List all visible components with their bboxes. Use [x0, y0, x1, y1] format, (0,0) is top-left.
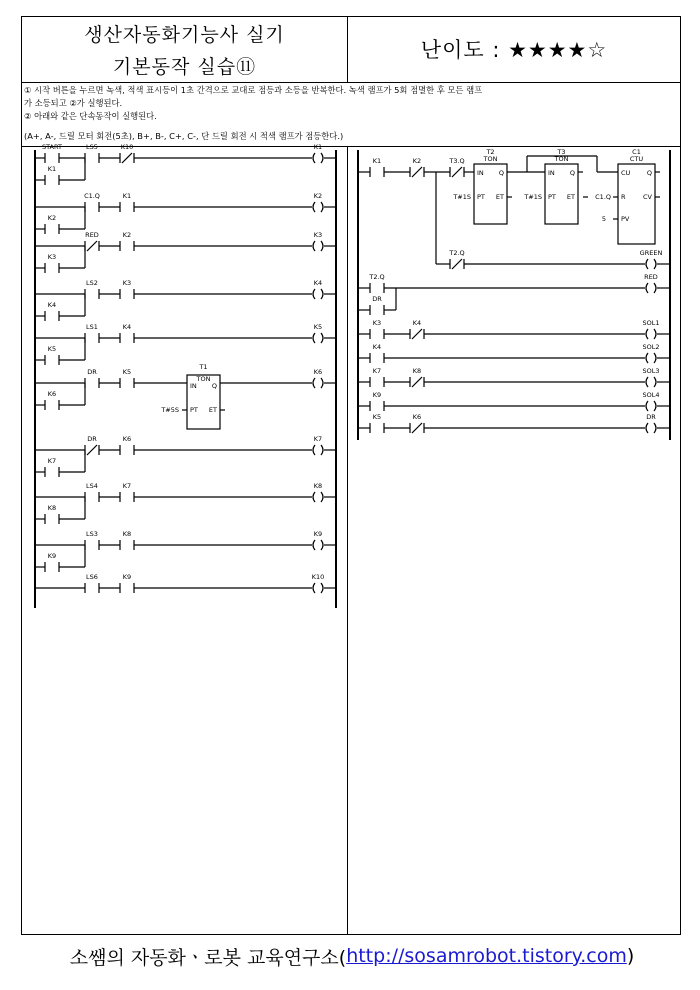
coil-label: K9: [313, 530, 323, 538]
coil-symbol: [313, 289, 315, 299]
contact-label: K1: [47, 165, 57, 173]
coil-symbol: [646, 259, 648, 269]
coil-symbol: [654, 423, 656, 433]
contact-label: K3: [47, 253, 57, 261]
contact-label: K8: [122, 530, 132, 538]
coil-symbol: [313, 492, 315, 502]
counter-pin: Q: [646, 169, 652, 177]
coil-label: GREEN: [639, 249, 663, 257]
contact-label: LS6: [86, 573, 98, 581]
timer-pin: ET: [208, 406, 217, 414]
contact-label: T2.Q: [449, 249, 465, 257]
contact-label: K7: [47, 457, 57, 465]
contact-slash: [452, 167, 462, 177]
coil-label: SOL4: [642, 391, 660, 399]
coil-symbol: [321, 333, 323, 343]
footer-link[interactable]: http://sosamrobot.tistory.com: [346, 945, 627, 967]
counter-preset: 5: [601, 215, 606, 223]
coil-label: K8: [313, 482, 323, 490]
timer-pin: Q: [569, 169, 575, 177]
coil-symbol: [654, 329, 656, 339]
coil-label: K6: [313, 368, 323, 376]
contact-label: LS5: [86, 143, 98, 151]
coil-symbol: [646, 283, 648, 293]
coil-label: SOL3: [642, 367, 660, 375]
difficulty-rating: 난이도 : ★★★★☆: [420, 38, 608, 62]
timer-pin: PT: [477, 193, 485, 201]
contact-label: K4: [47, 301, 57, 309]
contact-label: K6: [122, 435, 132, 443]
timer-preset: T#5S: [161, 406, 179, 414]
contact-label: LS3: [86, 530, 98, 538]
contact-slash: [87, 241, 97, 251]
contact-label: K2: [122, 231, 132, 239]
timer-type: TON: [554, 155, 569, 163]
contact-slash: [412, 377, 422, 387]
coil-symbol: [654, 353, 656, 363]
coil-symbol: [646, 353, 648, 363]
coil-symbol: [313, 153, 315, 163]
timer-type: TON: [196, 375, 211, 383]
contact-label: DR: [372, 295, 382, 303]
coil-symbol: [321, 540, 323, 550]
coil-label: K4: [313, 279, 323, 287]
coil-symbol: [321, 289, 323, 299]
contact-label: RED: [85, 231, 99, 239]
description-line-1: ① 시작 버튼을 누르면 녹색, 적색 표시등이 1초 간격으로 교대로 점등과 소등을 반복한다. 녹색 램프가 5회 점멸한 후 모든 램프: [24, 85, 483, 95]
coil-symbol: [654, 259, 656, 269]
footer-close: ): [626, 945, 635, 967]
contact-label: K6: [412, 413, 422, 421]
coil-symbol: [313, 445, 315, 455]
contact-label: K2: [412, 157, 422, 165]
worksheet-subtitle: 기본동작 실습⑪: [112, 56, 257, 78]
counter-pin: PV: [621, 215, 630, 223]
contact-label: K9: [122, 573, 132, 581]
contact-slash: [87, 445, 97, 455]
coil-symbol: [321, 445, 323, 455]
contact-label: START: [41, 143, 63, 151]
contact-label: K6: [47, 390, 57, 398]
coil-symbol: [321, 583, 323, 593]
contact-label: K9: [372, 391, 382, 399]
contact-slash: [412, 329, 422, 339]
timer-pin: PT: [548, 193, 556, 201]
timer-name: T2: [486, 148, 495, 156]
timer-pin: ET: [566, 193, 575, 201]
coil-symbol: [654, 401, 656, 411]
coil-label: K3: [313, 231, 323, 239]
coil-symbol: [313, 540, 315, 550]
contact-slash: [452, 259, 462, 269]
contact-label: LS2: [86, 279, 98, 287]
contact-label: K10: [120, 143, 134, 151]
coil-label: K5: [313, 323, 323, 331]
coil-symbol: [646, 401, 648, 411]
contact-label: LS1: [86, 323, 98, 331]
contact-label: DR: [87, 368, 97, 376]
timer-pin: IN: [548, 169, 555, 177]
contact-label: K1: [372, 157, 382, 165]
counter-type: CTU: [629, 155, 644, 163]
contact-label: K3: [122, 279, 132, 287]
coil-label: SOL1: [642, 319, 660, 327]
coil-symbol: [321, 202, 323, 212]
coil-symbol: [313, 583, 315, 593]
contact-label: K7: [122, 482, 132, 490]
contact-label: K8: [412, 367, 422, 375]
contact-slash: [122, 153, 132, 163]
contact-label: K2: [47, 214, 57, 222]
description-line-2: 가 소등되고 ②가 실행된다.: [24, 98, 123, 108]
contact-label: K9: [47, 552, 57, 560]
coil-symbol: [313, 241, 315, 251]
worksheet-title: 생산자동화기능사 실기: [84, 24, 285, 46]
contact-slash: [412, 167, 422, 177]
coil-label: DR: [646, 413, 656, 421]
contact-label: K4: [372, 343, 382, 351]
contact-label: T3.Q: [449, 157, 465, 165]
coil-symbol: [313, 333, 315, 343]
counter-pin: CU: [621, 169, 631, 177]
coil-label: K7: [313, 435, 323, 443]
timer-preset: T#1S: [453, 193, 471, 201]
coil-label: SOL2: [642, 343, 660, 351]
coil-symbol: [321, 241, 323, 251]
contact-label: K4: [412, 319, 422, 327]
contact-label: DR: [87, 435, 97, 443]
contact-slash: [412, 423, 422, 433]
coil-label: K1: [313, 143, 323, 151]
contact-label: K1: [122, 192, 132, 200]
counter-pin: R: [621, 193, 626, 201]
contact-label: K4: [122, 323, 132, 331]
counter-reset: C1.Q: [595, 193, 611, 201]
timer-pin: PT: [190, 406, 198, 414]
timer-name: T1: [199, 363, 208, 371]
coil-symbol: [646, 329, 648, 339]
contact-label: K5: [47, 345, 57, 353]
contact-label: K8: [47, 504, 57, 512]
coil-label: K2: [313, 192, 323, 200]
timer-pin: IN: [477, 169, 484, 177]
coil-symbol: [646, 377, 648, 387]
coil-symbol: [313, 202, 315, 212]
contact-label: C1.Q: [84, 192, 100, 200]
coil-symbol: [654, 377, 656, 387]
coil-symbol: [654, 283, 656, 293]
counter-pin: CV: [643, 193, 652, 201]
timer-pin: Q: [498, 169, 504, 177]
counter-name: C1: [632, 148, 641, 156]
coil-label: RED: [644, 273, 658, 281]
timer-name: T3: [557, 148, 566, 156]
timer-pin: ET: [495, 193, 504, 201]
timer-type: TON: [483, 155, 498, 163]
description-line-3: ② 아래와 같은 단속동작이 실행된다.: [24, 111, 157, 121]
description-line-4: (A+, A-, 드릴 모터 회전(5초), B+, B-, C+, C-, 단 드릴 회전 시 적색 램프가 점등한다.): [24, 131, 344, 141]
timer-pin: Q: [211, 382, 217, 390]
coil-symbol: [646, 423, 648, 433]
timer-pin: IN: [190, 382, 197, 390]
coil-symbol: [321, 378, 323, 388]
footer: [22, 938, 682, 974]
contact-label: LS4: [86, 482, 98, 490]
contact-label: K5: [122, 368, 132, 376]
contact-label: T2.Q: [369, 273, 385, 281]
contact-label: K7: [372, 367, 382, 375]
contact-label: K5: [372, 413, 382, 421]
footer-text: 소쌤의 자동화ㆍ로봇 교육연구소(: [69, 946, 347, 969]
coil-symbol: [313, 378, 315, 388]
coil-symbol: [321, 153, 323, 163]
contact-label: K3: [372, 319, 382, 327]
coil-label: K10: [311, 573, 325, 581]
timer-preset: T#1S: [524, 193, 542, 201]
coil-symbol: [321, 492, 323, 502]
